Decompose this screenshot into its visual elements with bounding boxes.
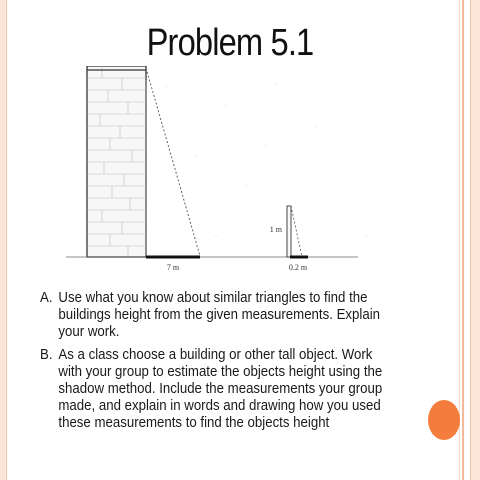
slide-frame-line [462,0,464,480]
decorative-circle [428,400,460,440]
question-a [40,290,399,341]
slide-frame-line [459,0,460,480]
stick-height-label: 1 m [269,225,282,234]
stick-shadow-label: 0.2 m [288,263,308,272]
slide-frame-left [0,0,7,480]
question-b [40,347,399,432]
question-label: B. [40,347,53,363]
building [87,66,146,257]
slide-title: Problem 5.1 [146,22,314,64]
question-text: As a class choose a building or other tall object. Work with your group to estimate the objects height using the shadow method. Include the measurements your group made, and explain in words and drawing how you used these measurements to find the objects height [58,347,383,431]
building-shadow-label: 7 m [166,263,180,272]
shadow-diagram-svg [66,66,382,282]
shadow-diagram [66,66,382,282]
stick [287,206,291,257]
question-text: Use what you know about similar triangles to find the buildings height from the given measurements. Explain your work. [58,290,381,340]
problem-text [40,290,399,438]
slide-frame-right [470,0,480,480]
question-label: A. [40,290,53,306]
